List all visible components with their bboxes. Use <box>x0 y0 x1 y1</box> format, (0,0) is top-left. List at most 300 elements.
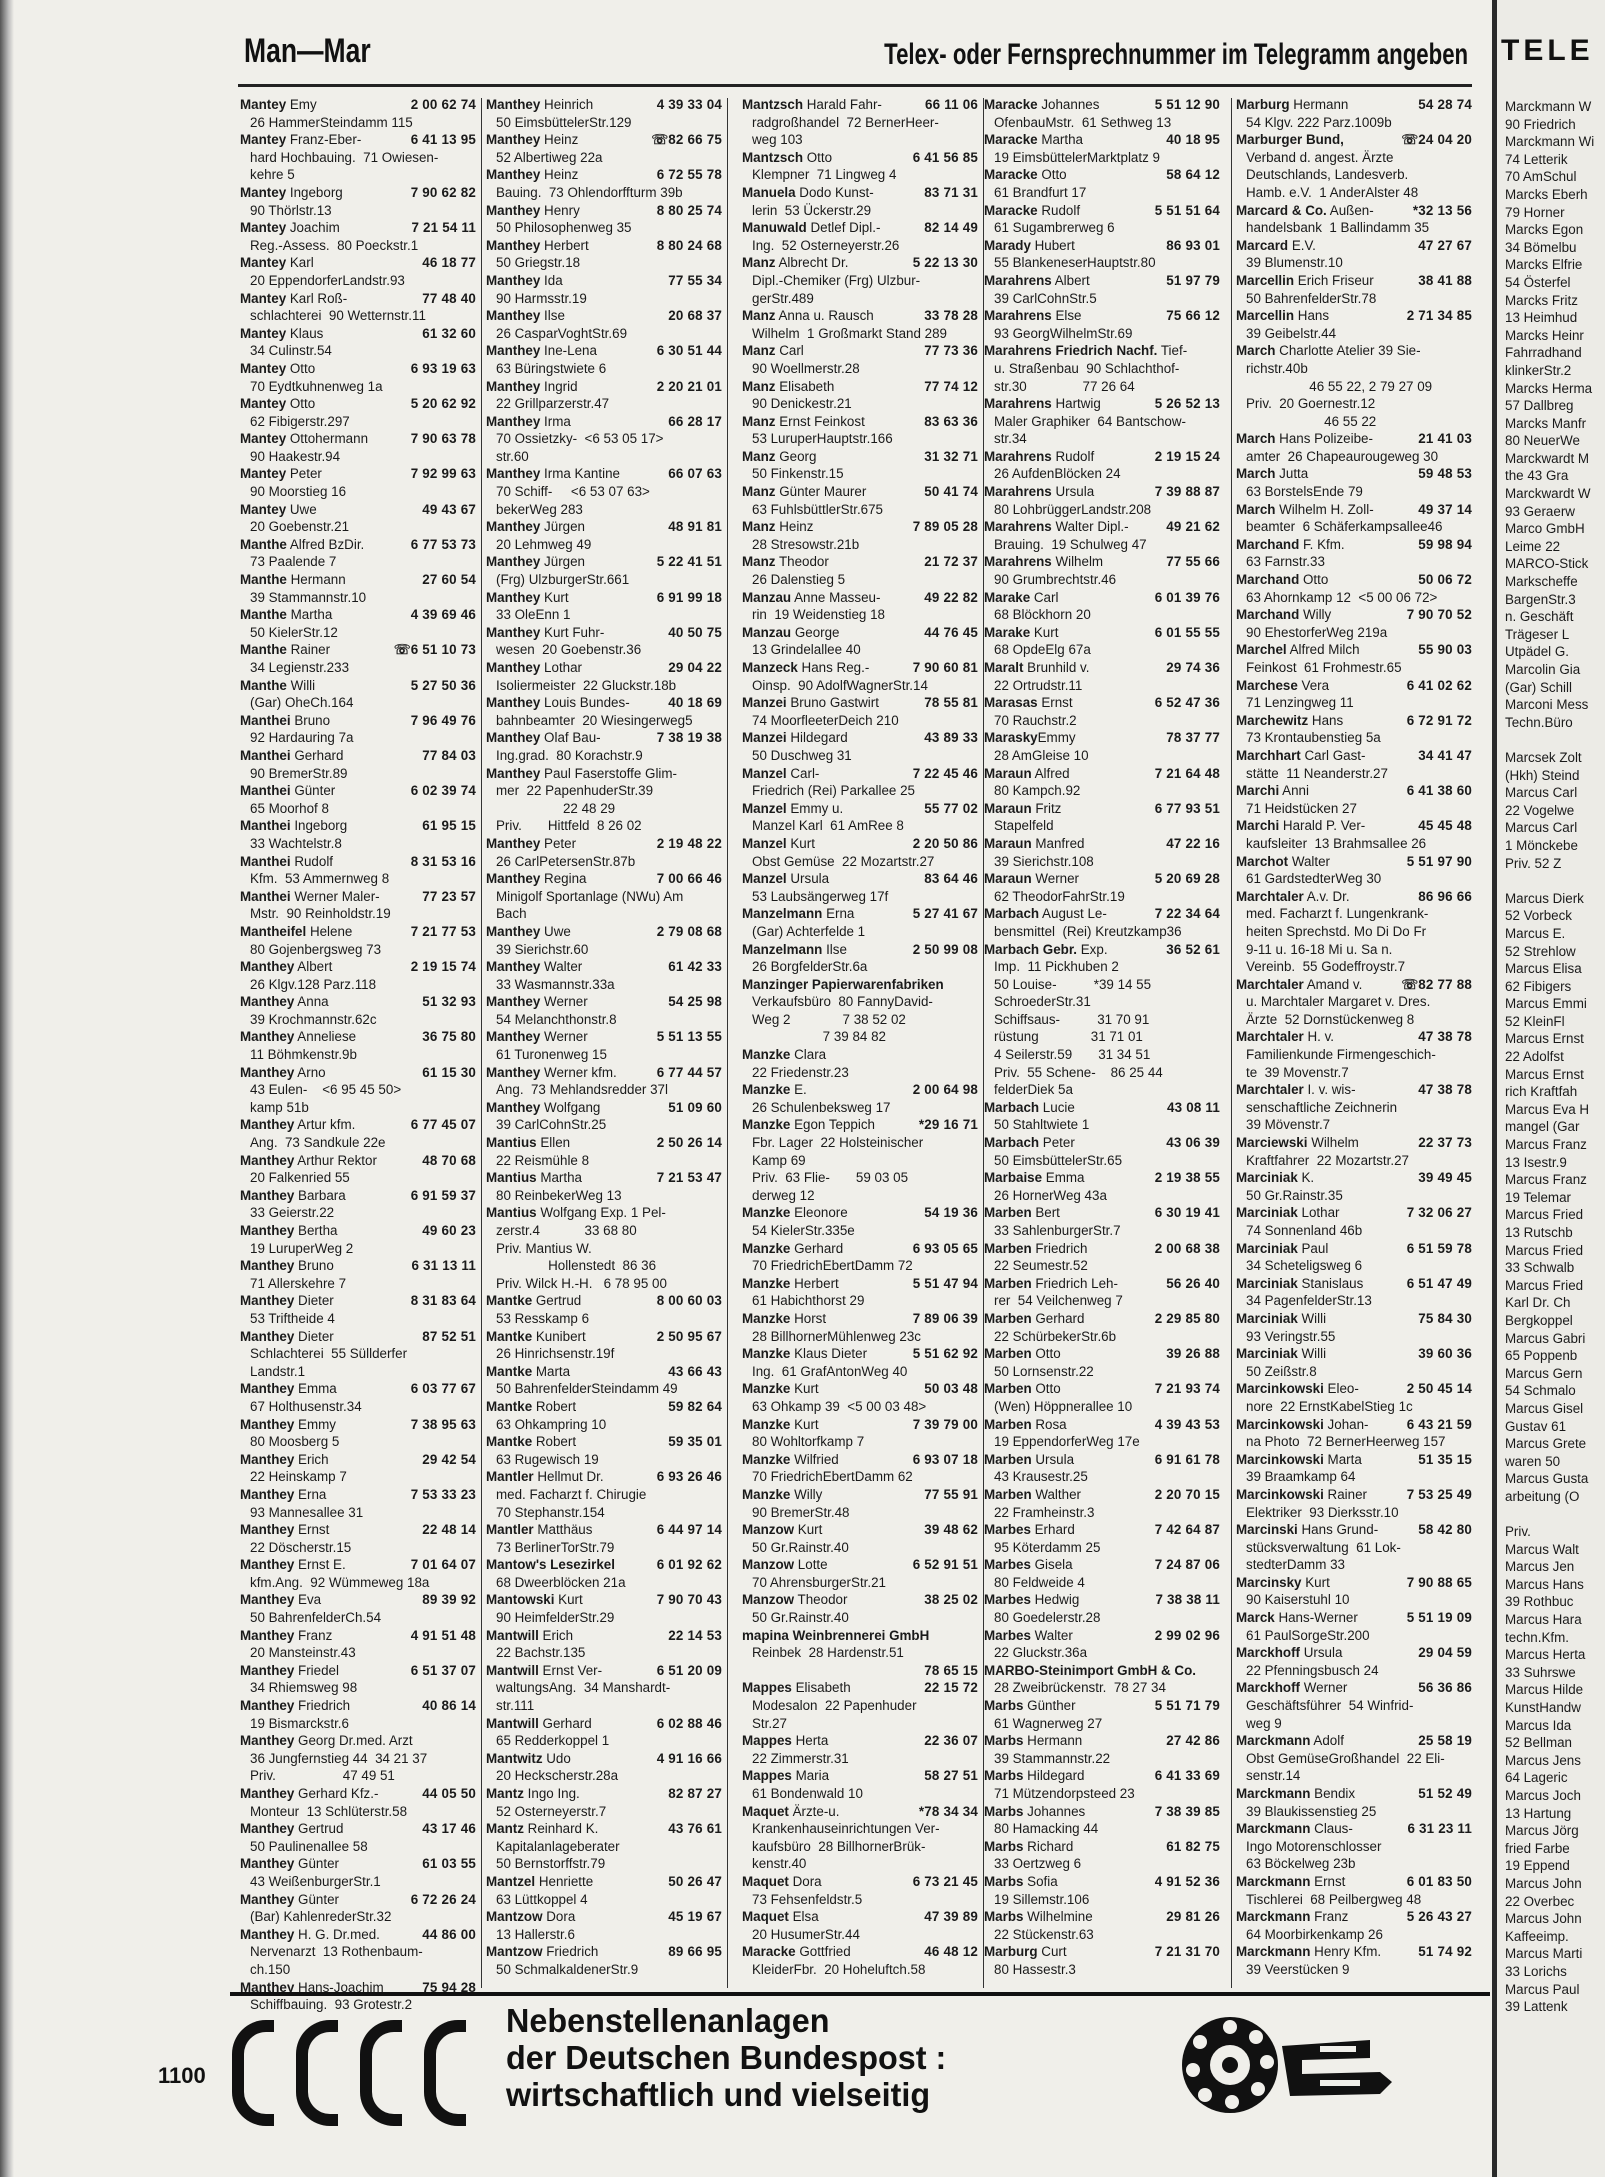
entry-address-line: 71 Mützendorpsteed 23 <box>994 1786 1135 1801</box>
entry-name <box>486 131 578 149</box>
entry-address-line: Ingo Motorenschlosser <box>1246 1838 1382 1854</box>
directory-entry <box>240 1451 476 1486</box>
entry-name <box>1236 606 1331 624</box>
phone-number: 4 91 51 48 <box>410 1627 476 1643</box>
directory-entry <box>1236 1943 1472 1978</box>
entry-surname: Manzke <box>742 1381 791 1397</box>
entry-surname: Marburg <box>984 1944 1038 1960</box>
adjacent-listing-line: Marcus Herta <box>1505 1647 1586 1663</box>
entry-surname: Mantey <box>240 184 287 200</box>
phone-number: 47 39 89 <box>924 1909 978 1925</box>
entry-given-name: Bertha <box>294 1223 338 1238</box>
entry-name <box>240 1732 413 1750</box>
entry-surname: Marciniak <box>1236 1240 1298 1256</box>
entry-address-line: 39 Veerstücken 9 <box>1246 1961 1350 1977</box>
phone-number: 21 72 37 <box>924 554 978 570</box>
directory-entry <box>486 1363 722 1398</box>
directory-entry <box>240 1521 476 1556</box>
phone-number: 43 66 43 <box>668 1363 722 1379</box>
adjacent-listing-line: Marco GmbH <box>1505 521 1585 537</box>
phone-number: 46 18 77 <box>422 255 476 271</box>
entry-given-name: Horst <box>790 1310 827 1326</box>
phone-number: 6 02 39 74 <box>410 783 476 799</box>
entry-given-name: Anneliese <box>294 1029 357 1045</box>
entry-address-line: 80 Gojenbergsweg 73 <box>250 941 382 957</box>
adjacent-listing-line: 22 Adolfst <box>1505 1049 1564 1065</box>
phone-number: 31 32 71 <box>924 448 978 464</box>
directory-entry <box>984 272 1220 307</box>
entry-address-line: 11 Böhmkenstr.9b <box>250 1047 357 1063</box>
adjacent-listing-line: Gustav 61 <box>1505 1418 1567 1434</box>
directory-entry <box>1236 853 1472 888</box>
entry-name <box>240 606 332 624</box>
entry-name <box>1236 1873 1345 1891</box>
directory-entry <box>240 1662 476 1697</box>
directory-entry <box>486 1627 722 1662</box>
entry-name <box>984 1310 1084 1328</box>
entry-given-name: Jürgen <box>540 519 585 535</box>
entry-given-name: Theodor <box>794 1592 848 1608</box>
directory-entry <box>984 1380 1220 1415</box>
adjacent-listing-line: 13 Heimhud <box>1505 310 1578 326</box>
entry-given-name: Ernst Ver- <box>538 1662 603 1678</box>
entry-name <box>742 1627 929 1645</box>
directory-entry <box>240 888 476 923</box>
entry-name <box>1236 536 1345 554</box>
entry-address-line: Vereinb. 55 Godeffroystr.7 <box>1246 959 1406 975</box>
entry-surname: Manthe <box>240 572 287 588</box>
entry-surname: Manthey <box>486 959 541 975</box>
entry-name <box>240 993 329 1011</box>
entry-given-name: Ernst Feinkost <box>775 413 865 429</box>
adjacent-listing-line: 79 Horner <box>1505 204 1565 220</box>
phone-number: 51 32 93 <box>422 994 476 1010</box>
directory-entry <box>984 1204 1220 1239</box>
entry-given-name: Kurt <box>554 1592 583 1608</box>
entry-address-line: 80 Wohltorfkamp 7 <box>752 1434 865 1450</box>
phone-number: 4 39 43 53 <box>1154 1416 1220 1432</box>
entry-name <box>742 1803 839 1821</box>
entry-surname: Marbs <box>984 1838 1024 1854</box>
entry-given-name: Werner Maler- <box>290 888 380 904</box>
adjacent-listing-line: rich Kraftfah <box>1505 1084 1578 1100</box>
entry-surname: Marahrens <box>984 272 1052 288</box>
entry-name <box>984 131 1083 149</box>
entry-given-name: I. v. wis- <box>1303 1082 1356 1098</box>
entry-surname: Marcellin <box>1236 308 1295 324</box>
entry-address-line: 28 BillhornerMühlenweg 23c <box>752 1328 921 1344</box>
adjacent-listing-line: 22 Overbec <box>1505 1893 1575 1909</box>
entry-address-line: 33 SahlenburgerStr.7 <box>994 1223 1121 1238</box>
entry-address-line: 70 FriedrichEbertDamm 72 <box>752 1258 913 1274</box>
directory-entry <box>240 1820 476 1855</box>
entry-given-name: Reinhard K. <box>523 1821 599 1837</box>
entry-given-name: Johannes <box>1037 97 1100 112</box>
directory-entry <box>984 1169 1220 1204</box>
entry-given-name: Hubert <box>1030 237 1075 253</box>
directory-entry <box>742 800 978 835</box>
entry-address-line: 46 55 22 <box>1246 413 1377 429</box>
directory-entry <box>984 1451 1220 1486</box>
entry-name <box>984 1099 1075 1117</box>
phone-number: 6 41 13 95 <box>410 132 476 148</box>
entry-address-line: (Wen) Höppnerallee 10 <box>994 1398 1133 1414</box>
phone-number: 7 90 63 78 <box>410 431 476 447</box>
phone-number: 56 26 40 <box>1166 1275 1220 1291</box>
entry-given-name: Bert <box>1031 1205 1060 1221</box>
entry-surname: Manthey <box>486 589 541 605</box>
entry-name <box>240 1451 329 1469</box>
entry-name <box>984 1662 1196 1680</box>
entry-surname: Marcinkowski <box>1236 1416 1324 1432</box>
entry-address-line: Ang. 73 Sandkule 22e <box>250 1135 386 1151</box>
adjacent-listing-line: Marconi Mess <box>1505 697 1589 713</box>
directory-entry <box>486 413 722 466</box>
phone-number: 5 20 62 92 <box>410 396 476 412</box>
entry-given-name: Arthur Rektor <box>294 1152 377 1168</box>
entry-name <box>486 729 601 747</box>
phone-number: 7 38 95 63 <box>410 1416 476 1432</box>
entry-address-line: Schiffsaus- 31 70 91 <box>994 1011 1150 1027</box>
phone-number: 2 20 70 15 <box>1154 1486 1220 1502</box>
entry-surname: Marbach Gebr. <box>984 941 1078 957</box>
entry-given-name: Rainer <box>286 642 331 658</box>
phone-number: 5 22 13 30 <box>912 255 978 271</box>
entry-given-name: Adolf <box>1310 1733 1344 1749</box>
entry-address-line: 50 Zeißstr.8 <box>1246 1363 1317 1379</box>
phone-number: 22 15 72 <box>924 1680 978 1696</box>
entry-given-name: Brunhild v. <box>1023 660 1090 675</box>
phone-number: 50 41 74 <box>924 484 978 500</box>
entry-address-line: bekerWeg 283 <box>496 501 583 517</box>
entry-surname: Manthey <box>240 1698 295 1714</box>
phone-number: 5 27 41 67 <box>912 906 978 922</box>
entry-given-name: Stanislaus <box>1297 1275 1364 1291</box>
entry-given-name: Richard <box>1023 1838 1074 1854</box>
entry-name <box>240 782 335 800</box>
adjacent-listing-line: Marcus Dierk <box>1505 890 1584 906</box>
entry-given-name: Herbert <box>790 1275 839 1291</box>
entry-address-line: 61 Brandfurt 17 <box>994 184 1087 200</box>
directory-entry <box>486 1591 722 1626</box>
entry-address-line: 80 Hamacking 44 <box>994 1821 1099 1837</box>
entry-given-name: Charlotte Atelier 39 Sie- <box>1275 343 1421 359</box>
entry-given-name: Kurt <box>540 589 569 605</box>
entry-address-line: felderDiek 5a <box>994 1082 1073 1098</box>
adjacent-listing-line <box>1497 1506 1594 1524</box>
entry-name <box>1236 1908 1348 1926</box>
entry-surname: Mantow's Lesezirkel <box>486 1557 615 1573</box>
directory-entry <box>1236 1028 1472 1081</box>
phone-number: 75 94 28 <box>422 1979 476 1995</box>
directory-entry <box>984 166 1220 201</box>
entry-name <box>984 1627 1073 1645</box>
entry-address-line: 62 Fibigerstr.297 <box>250 413 350 429</box>
entry-address-line: Monteur 13 Schlüterstr.58 <box>250 1803 408 1819</box>
directory-entry <box>742 254 978 307</box>
entry-name <box>486 1134 570 1152</box>
entry-name <box>742 1486 822 1504</box>
entry-surname: Marben <box>984 1346 1032 1362</box>
entry-name <box>486 96 593 114</box>
phone-number: 29 04 22 <box>668 660 722 675</box>
entry-name <box>984 1591 1079 1609</box>
phone-number: 50 03 48 <box>924 1381 978 1397</box>
phone-number: 43 76 61 <box>668 1821 722 1837</box>
entry-given-name: Dodo Kunst- <box>795 184 874 200</box>
phone-number: 6 03 77 67 <box>410 1381 476 1397</box>
directory-entry <box>240 1064 476 1117</box>
directory-entry <box>984 1591 1220 1626</box>
entry-surname: Manthey <box>486 835 541 851</box>
directory-entry <box>984 729 1220 764</box>
phone-number: 5 51 13 55 <box>656 1029 722 1045</box>
phone-number: 61 03 55 <box>422 1856 476 1872</box>
directory-entry <box>1236 782 1472 817</box>
entry-surname: Manzeck <box>742 660 798 675</box>
phone-number: 47 27 67 <box>1418 237 1472 253</box>
phone-number: 7 39 79 00 <box>912 1416 978 1432</box>
adjacent-listing-line: n. Geschäft <box>1505 609 1574 625</box>
phone-number: 77 55 66 <box>1166 554 1220 570</box>
entry-given-name: Gerhard <box>290 747 344 763</box>
entry-surname: Manthey <box>486 378 541 394</box>
phone-number: 59 98 94 <box>1418 536 1472 552</box>
directory-entry <box>742 1345 978 1380</box>
phone-number: 51 74 92 <box>1418 1944 1472 1960</box>
entry-surname: Manthei <box>240 747 291 763</box>
entry-name <box>1236 817 1365 835</box>
entry-address-line: Mstr. 90 Reinholdstr.19 <box>250 906 391 922</box>
entry-given-name: Walther <box>1031 1486 1081 1502</box>
entry-address-line: Friedrich (Rei) Parkallee 25 <box>752 783 915 799</box>
phone-number: 55 90 03 <box>1418 642 1472 658</box>
entry-surname: Maraun <box>984 871 1032 887</box>
directory-entry <box>240 1697 476 1732</box>
directory-entry <box>742 941 978 976</box>
phone-number: 6 31 13 11 <box>411 1258 476 1274</box>
entry-name <box>240 641 330 659</box>
entry-name <box>486 1750 571 1768</box>
directory-entry <box>742 1627 978 1662</box>
phone-number: 2 79 08 68 <box>656 923 722 939</box>
entry-given-name: Ottohermann <box>286 431 369 447</box>
entry-address-line: kaufsleiter 13 Brahmsallee 26 <box>1246 835 1427 851</box>
directory-entry <box>1236 202 1472 237</box>
entry-address-line: 92 Hardauring 7a <box>250 730 354 746</box>
entry-address-line: Tischlerei 68 Peilbergweg 48 <box>1246 1891 1422 1907</box>
directory-entry <box>984 941 1220 1099</box>
phone-number: 77 55 91 <box>924 1486 978 1502</box>
adjacent-listing-line: 62 Fibigers <box>1505 978 1572 994</box>
entry-name <box>984 765 1070 783</box>
entry-given-name: Hildegard <box>786 730 848 746</box>
entry-address-line: Schiffbauing. 93 Grotestr.2 <box>250 1997 413 2013</box>
entry-given-name: Emma <box>1042 1170 1085 1186</box>
entry-given-name: Paul <box>1297 1240 1329 1256</box>
phone-number: 6 51 37 07 <box>410 1662 476 1678</box>
phone-number: 51 35 15 <box>1418 1451 1472 1467</box>
entry-name <box>1236 1169 1314 1187</box>
entry-surname: Manthey <box>486 554 541 570</box>
directory-entry <box>1236 1820 1472 1873</box>
phone-number: 6 41 02 62 <box>1406 677 1472 693</box>
entry-given-name: Willy <box>1299 607 1332 623</box>
directory-entry <box>742 905 978 940</box>
directory-entry <box>1236 1204 1472 1239</box>
entry-name <box>486 166 578 184</box>
entry-name <box>742 835 815 853</box>
entry-surname: Manthey <box>240 1328 295 1344</box>
entry-address-line: 55 BlankeneserHauptstr.80 <box>994 255 1156 271</box>
entry-address-line: 80 LohbrüggerLandstr.208 <box>994 501 1152 517</box>
entry-address-line: 80 Moosberg 5 <box>250 1434 340 1450</box>
phone-number: 51 09 60 <box>668 1099 722 1115</box>
entry-surname: Marbes <box>984 1557 1031 1573</box>
entry-address-line: 63 Böckelweg 23b <box>1246 1856 1356 1872</box>
phone-number: 6 93 05 65 <box>912 1240 978 1256</box>
directory-entry <box>742 870 978 905</box>
entry-address-line: richstr.40b <box>1246 360 1308 376</box>
entry-given-name: Wilhelm H. Zoll- <box>1275 501 1374 517</box>
entry-address-line: 53 LuruperHauptstr.166 <box>752 431 893 447</box>
entry-surname: Marckmann <box>1236 1786 1311 1801</box>
directory-entry <box>486 1521 722 1556</box>
phone-number: 40 50 75 <box>668 624 722 640</box>
ad-line-2: der Deutschen Bundespost : <box>506 2039 947 2076</box>
entry-address-line: Kraftfahrer 22 Mozartstr.27 <box>1246 1152 1409 1168</box>
entry-address-line: 33 Wasmannstr.33a <box>496 976 615 992</box>
phone-number: 7 53 25 49 <box>1406 1486 1472 1502</box>
phone-handset-icon <box>360 2020 402 2126</box>
entry-given-name: Anna u. Rausch <box>775 308 874 324</box>
entry-given-name: Matthäus <box>533 1522 593 1538</box>
entry-given-name: Wilhelm <box>1051 554 1104 570</box>
phone-number: 45 45 48 <box>1418 818 1472 834</box>
phone-number: 6 72 55 78 <box>656 167 722 183</box>
directory-entry <box>1236 712 1472 747</box>
entry-address-line: 70 Ossietzky- <6 53 05 17> <box>496 431 664 447</box>
entry-name <box>240 1292 334 1310</box>
entry-surname: Manthey <box>240 1187 295 1203</box>
entry-surname: Manzke <box>742 1416 791 1432</box>
entry-given-name: Gerhard <box>790 1240 844 1256</box>
entry-address-line: weg 103 <box>752 132 803 148</box>
entry-address-line: 71 Lenzingweg 11 <box>1246 695 1354 711</box>
entry-address-line: 61 GardstedterWeg 30 <box>1246 871 1382 887</box>
entry-surname: Maraun <box>984 835 1032 851</box>
entry-address-line: 90 BremerStr.48 <box>752 1504 850 1520</box>
entry-given-name: Jutta <box>1275 466 1309 482</box>
entry-address-line: Kamp 69 <box>752 1152 806 1168</box>
phone-number: 86 93 01 <box>1166 237 1220 253</box>
entry-given-name: Johannes <box>1023 1803 1086 1819</box>
phone-number: *32 13 56 <box>1412 202 1472 218</box>
entry-surname: Manzow <box>742 1592 795 1608</box>
phone-number: 7 96 49 76 <box>410 712 476 728</box>
phone-number: 47 38 78 <box>1418 1029 1472 1045</box>
entry-given-name: Emmy <box>294 1416 336 1432</box>
adjacent-listing-line: Utpädel G. <box>1505 644 1570 660</box>
entry-address-line: med. Facharzt f. Chirugie <box>496 1486 647 1502</box>
entry-surname: Marbs <box>984 1909 1024 1925</box>
entry-given-name: Ingo Ing. <box>523 1786 580 1801</box>
entry-address-line: 80 Kampch.92 <box>994 783 1081 799</box>
entry-address-line: 26 Dalenstieg 5 <box>752 572 846 588</box>
entry-surname: Manthey <box>486 923 541 939</box>
entry-surname: Manz <box>742 308 776 324</box>
entry-name <box>742 624 840 642</box>
phone-number: 61 32 60 <box>422 325 476 341</box>
directory-entry <box>1236 1732 1472 1785</box>
entry-given-name: Hermann <box>1289 97 1349 112</box>
entry-address-line: 19 Sillemstr.106 <box>994 1891 1090 1907</box>
adjacent-listing-line: Marcus Gern <box>1505 1365 1583 1381</box>
directory-entry <box>240 360 476 395</box>
directory-entry <box>742 659 978 694</box>
entry-given-name: Hans-Werner <box>1274 1610 1358 1626</box>
entry-surname: Marciniak <box>1236 1310 1298 1326</box>
entry-given-name: Ursula <box>786 871 830 887</box>
phone-number: 7 90 62 82 <box>410 184 476 200</box>
entry-surname: Manthey <box>240 1522 295 1538</box>
entry-address-line: Elektriker 93 Dierksstr.10 <box>1246 1504 1399 1520</box>
entry-given-name: Hans Grund- <box>1297 1522 1379 1538</box>
entry-address-line: Fbr. Lager 22 Holsteinischer <box>752 1135 924 1151</box>
entry-surname: Mantey <box>240 325 287 341</box>
directory-entry <box>984 1416 1220 1451</box>
directory-entry <box>486 131 722 166</box>
entry-name <box>486 624 604 642</box>
entry-address-line: Hollenstedt 86 36 <box>496 1258 657 1274</box>
directory-entry <box>486 553 722 588</box>
entry-given-name: Hans <box>1308 712 1344 728</box>
entry-surname: Marchewitz <box>1236 712 1309 728</box>
entry-address-line: 63 Rugewisch 19 <box>496 1451 599 1467</box>
directory-entry <box>240 958 476 993</box>
entry-name <box>742 149 832 167</box>
entry-address-line: 80 Goedelerstr.28 <box>994 1610 1101 1626</box>
entry-given-name: Walter <box>1288 853 1331 869</box>
phone-number: 48 70 68 <box>422 1152 476 1168</box>
entry-surname: Mantey <box>240 132 287 148</box>
phone-number: ☏24 04 20 <box>1401 132 1472 148</box>
entry-surname: Manz <box>742 554 776 570</box>
directory-entry <box>742 1116 978 1204</box>
adjacent-listing-line: arbeitung (O <box>1505 1488 1580 1504</box>
entry-name <box>486 307 565 325</box>
directory-entry <box>984 1838 1220 1873</box>
phone-number: 34 41 47 <box>1418 747 1472 763</box>
phone-number: 39 26 88 <box>1166 1346 1220 1362</box>
entry-name <box>240 1152 377 1170</box>
entry-given-name: Ursula <box>1051 484 1095 500</box>
entry-address-line: 80 Feldweide 4 <box>994 1574 1085 1590</box>
entry-address-line: 33 Wachtelstr.8 <box>250 835 342 851</box>
directory-entry <box>240 1855 476 1890</box>
entry-name <box>742 1521 822 1539</box>
adjacent-listing-line: Marcks Herma <box>1505 380 1593 396</box>
directory-entry <box>1236 1785 1472 1820</box>
entry-name <box>984 395 1101 413</box>
adjacent-listing-line: Marcus Hans <box>1505 1576 1584 1592</box>
entry-surname: March <box>1236 501 1276 517</box>
entry-surname: Manthei <box>240 888 291 904</box>
entry-name <box>240 96 317 114</box>
phone-number: 2 19 38 55 <box>1154 1170 1220 1186</box>
entry-surname: Marcinkowski <box>1236 1381 1324 1397</box>
entry-address-line: 63 Farnstr.33 <box>1246 554 1325 570</box>
